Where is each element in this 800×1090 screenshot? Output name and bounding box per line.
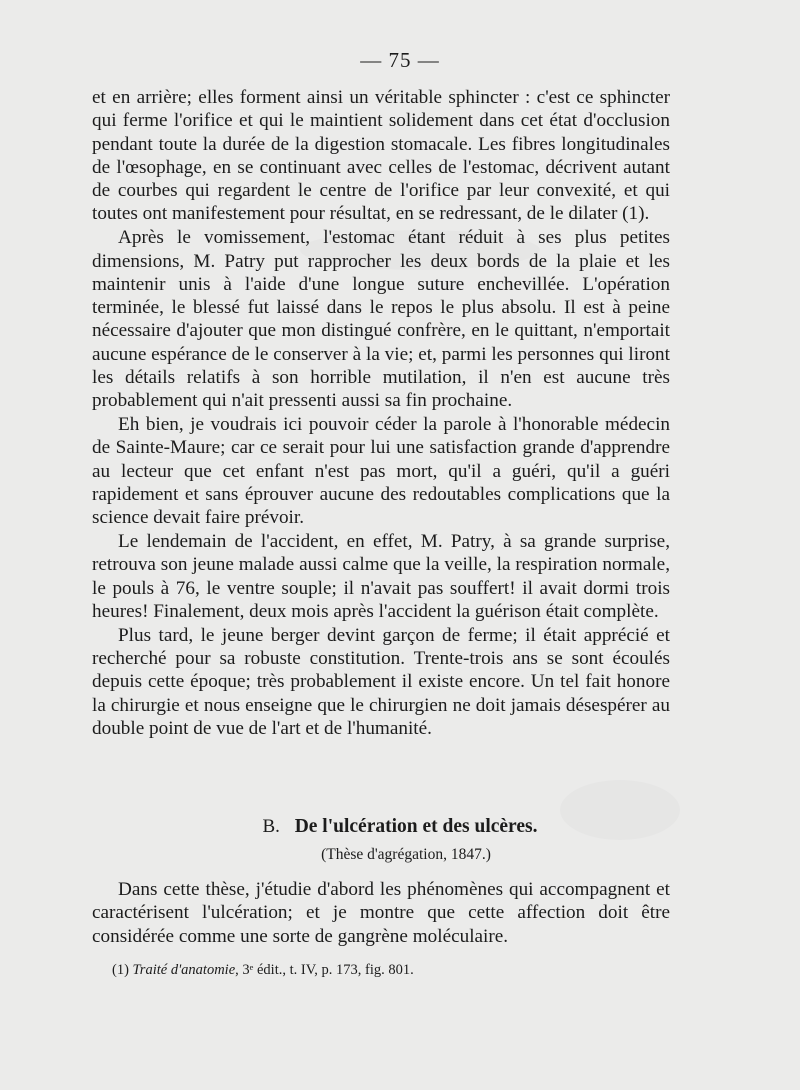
footnote-marker: (1) [112,962,129,978]
footnote-title: Traité d'anatomie [132,962,236,978]
paragraph: Plus tard, le jeune berger devint garçon de ferme; il était apprécié et recherché pour sa robuste constitution. Trente-trois ans se sont écoulés depuis cette époque; très probablement il existe encore. Un tel fait honore la chirurgie et nous enseigne que le chirurgien ne doit jamais désespérer au double point de vue de l'art et de l'humanité. [92,624,670,740]
section-letter: B. [262,816,280,837]
paragraph: et en arrière; elles forment ainsi un véritable sphincter : c'est ce sphincter qui ferme l'orifice et qui le maintient solidement dans cet état d'occlusion pendant toute la durée de la digestion stomacale. Les fibres longitudinales de l'œsophage, en se continuant avec celles de l'estomac, décrivent autant de courbes qui regardent le centre de l'orifice par leur convexité, et qui toutes ont manifestement pour résultat, en se redressant, de le dilater (1). [92,87,670,225]
section-heading [0,816,800,838]
section-paragraph: Dans cette thèse, j'étudie d'abord les phénomènes qui accompagnent et caractérisent l'ulcération; et je montre que cette affection doit être considérée comme une sorte de gangrène moléculaire. [92,879,670,947]
paragraph: Eh bien, je voudrais ici pouvoir céder la parole à l'honorable médecin de Sainte-Maure; car ce serait pour lui une satisfaction grande d'apprendre au lecteur que cet enfant n'est pas mort, qu'il a guéri, qu'il a guéri rapidement et sans éprouver aucune des redoutables complications que la science devait faire prévoir. [92,414,670,529]
main-text [92,86,670,741]
footnote-reference: , 3ᵉ édit., t. IV, p. 173, fig. 801. [235,962,414,978]
page-number: — 75 — [360,48,440,72]
section-title: De l'ulcération et des ulcères. [294,816,538,837]
paragraph: Le lendemain de l'accident, en effet, M. Patry, à sa grande surprise, retrouva son jeune malade aussi calme que la veille, la respiration normale, le pouls à 76, le ventre souple; il n'avait pas souffert! il avait dormi trois heures! Finalement, deux mois après l'accident la guérison était complète. [92,531,670,623]
section-subtitle: (Thèse d'agrégation, 1847.) [321,846,491,863]
paragraph: Après le vomissement, l'estomac étant réduit à ses plus petites dimensions, M. Patry put rapprocher les deux bords de la plaie et les maintenir unis à l'aide d'une longue suture enchevillée. L'opération terminée, le blessé fut laissé dans le repos le plus absolu. Il est à peine nécessaire d'ajouter que mon distingué confrère, en le quittant, n'emportait aucune espérance de le conserver à la vie; et, parmi les personnes qui liront les détails relatifs à son horrible mutilation, il n'en est aucune très probablement qui n'ait pressenti aussi sa fin prochaine. [92,227,670,412]
footnote [112,962,672,979]
